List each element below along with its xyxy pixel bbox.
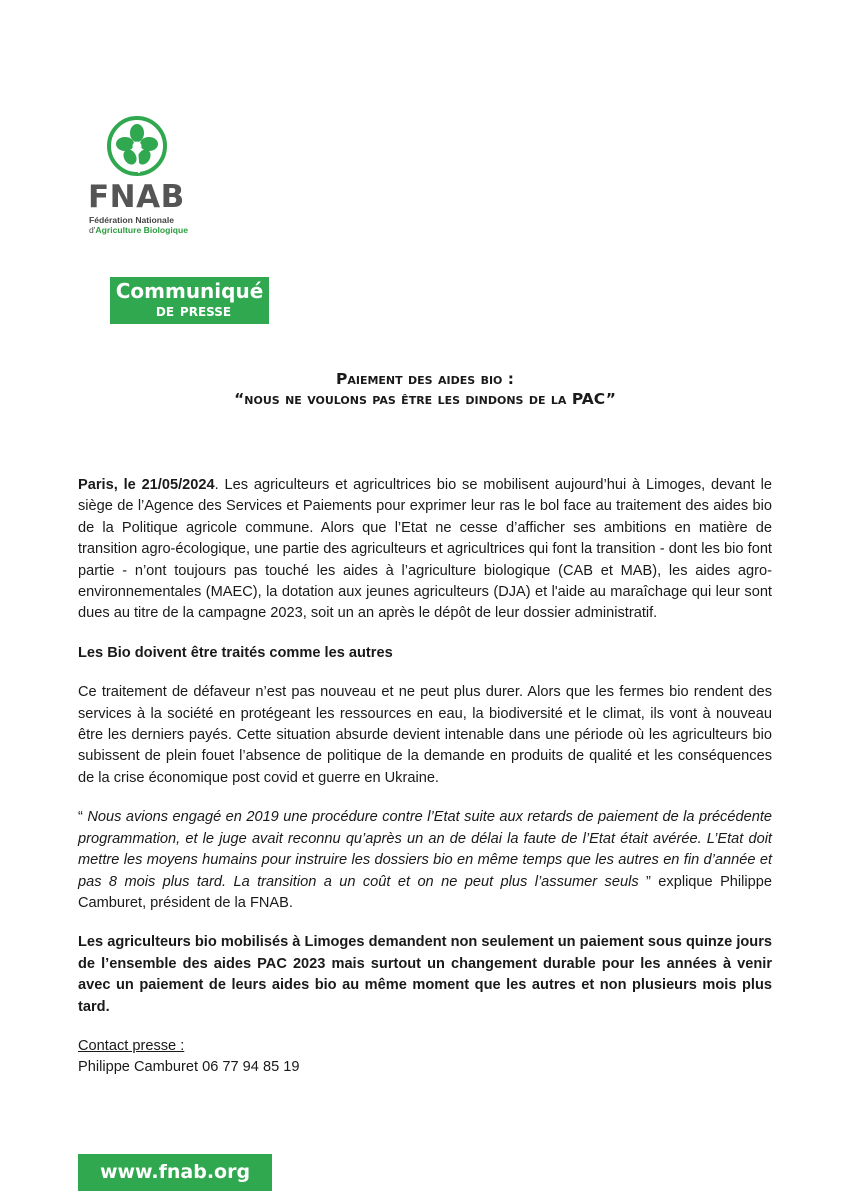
quote-attribution: ” explique Philippe Camburet, président de la FNAB. xyxy=(78,873,772,911)
logo-subtitle-prefix: d' xyxy=(89,225,96,235)
quote-open: “ xyxy=(78,809,88,826)
website-link[interactable]: www.fnab.org xyxy=(78,1154,272,1191)
press-release-title xyxy=(78,369,772,409)
dateline: Paris, le 21/05/2024 xyxy=(78,477,215,493)
quote-text: Nous avions engagé en 2019 une procédure contre l’Etat suite aux retards de paiement de la précédente programmation, et le juge avait reconnu qu’après un an de délai la faute de l’Etat était avérée. L’Etat doit mettre les moyens humains pour instruire les dossiers bio en même temps que les autres en fin d’année et pas 8 mois plus tard. La transition a un coût et on ne peut plus l’assumer seuls xyxy=(78,809,772,890)
logo-subtitle-highlight: Agriculture Biologique xyxy=(95,225,189,235)
press-release-badge xyxy=(110,277,269,324)
conclusion-paragraph: Les agriculteurs bio mobilisés à Limoges demandent non seulement un paiement sous quinze jours de l’ensemble des aides PAC 2023 mais surtout un changement durable pour les années à venir avec un paiement de leurs aides bio au même moment que les autres et non plusieurs mois plus tard. xyxy=(78,934,772,1015)
press-contact xyxy=(78,1036,772,1079)
logo-subtitle-line1: Fédération Nationale xyxy=(89,215,174,225)
title-line1: Paiement des aides bio : xyxy=(335,370,514,388)
body-paragraph: Ce traitement de défaveur n’est pas nouveau et ne peut plus durer. Alors que les fermes bio rendent des services à la société en protégeant les ressources en eau, la biodiversité et le climat, ils vont à nouveau être les derniers payés. Cette situation absurde devient intenable dans une période où les agriculteurs bio subissent de plein fouet l’absence de politique de la demande en produits de qualité et les conséquences de la crise économique post covid et guerre en Ukraine. xyxy=(78,684,772,786)
badge-line1: Communiqué xyxy=(115,279,264,303)
document-body xyxy=(78,475,772,1079)
intro-text: . Les agriculteurs et agricultrices bio se mobilisent aujourd’hui à Limoges, devant le siège de l’Agence des Services et Paiements pour exprimer leur ras le bol face au traitement des aides bio de la Politique agricole commune. Alors que l’Etat ne cesse d’afficher ses ambitions en matière de transition agro-écologique, une partie des agriculteurs et agricultrices qui font la transition - dont les bio font partie - n’ont toujours pas touché les aides à l’agriculture biologique (CAB et MAB), les aides agro-environnementales (MAEC), la dotation aux jeunes agriculteurs (DJA) et l'aide au maraîchage qui leur sont dues au titre de la campagne 2023, soit un an après le dépôt de leur dossier administratif. xyxy=(78,477,772,622)
section-heading: Les Bio doivent être traités comme les autres xyxy=(78,644,393,661)
flower-icon xyxy=(106,115,168,177)
contact-details: Philippe Camburet 06 77 94 85 19 xyxy=(78,1059,300,1076)
logo-subtitle-line2 xyxy=(89,225,188,235)
badge-line2: de presse xyxy=(155,301,232,321)
contact-label: Contact presse : xyxy=(78,1037,185,1054)
quote-paragraph xyxy=(78,807,772,914)
intro-paragraph xyxy=(78,475,772,625)
logo-name: FNAB xyxy=(88,179,185,215)
title-line2: “nous ne voulons pas être les dindons de la PAC” xyxy=(234,390,616,408)
